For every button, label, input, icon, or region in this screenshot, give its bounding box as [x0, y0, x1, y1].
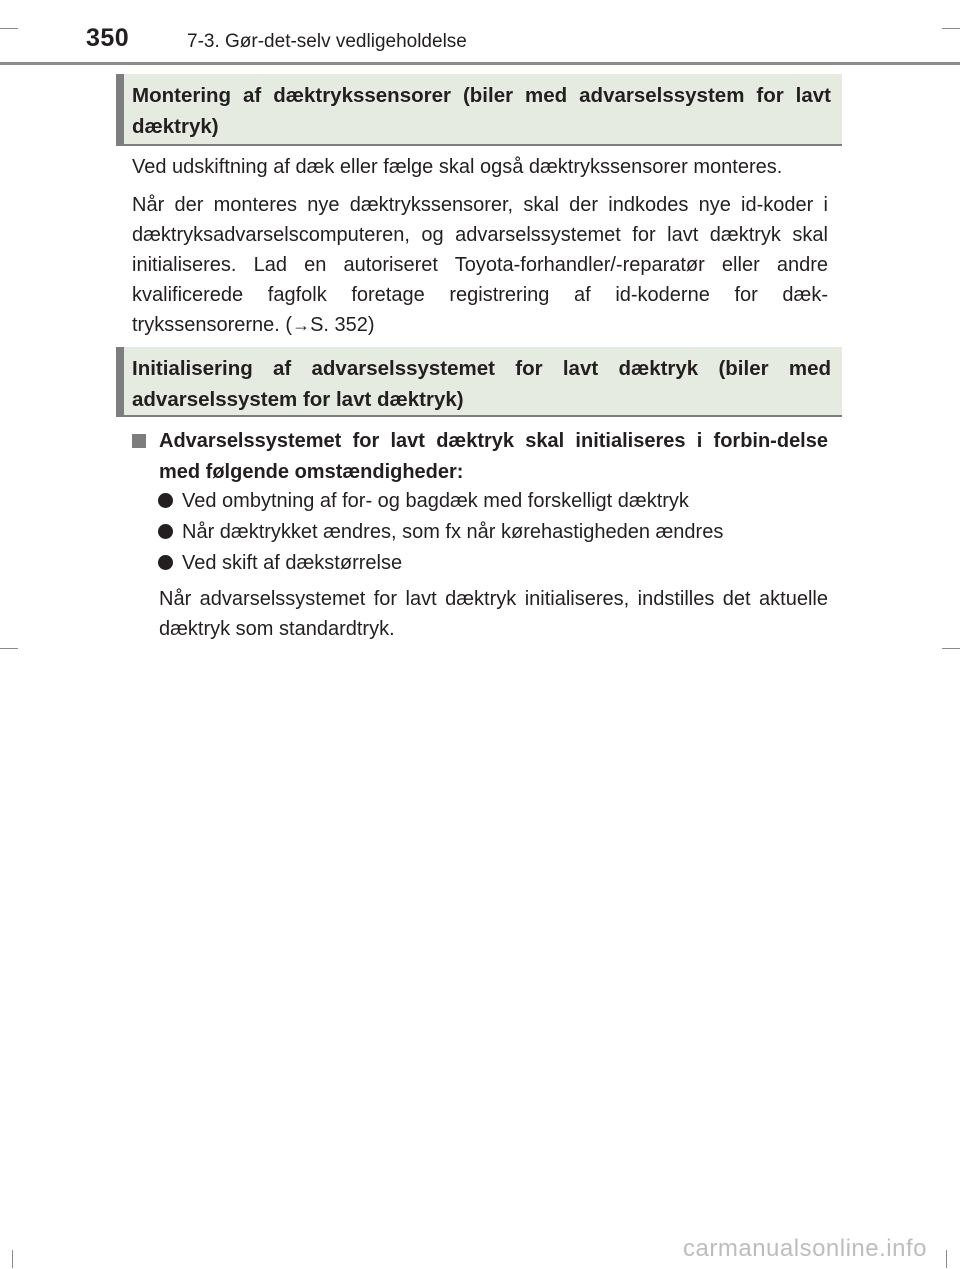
sub-heading-text: Advarselssystemet for lavt dæktryk skal initialiseres i forbin-delse med følgende omstændigheder: [159, 430, 828, 483]
crop-mark [0, 648, 18, 649]
list-item [158, 517, 828, 547]
header-divider [0, 62, 960, 65]
list-item [158, 548, 828, 578]
paragraph-text: Når der monteres nye dæktrykssensorer, skal der indkodes nye id-koder i dæktryksadvarselscomputeren, og advarselssystemet for lavt dæktryk skal initialiseres. Lad en autoriseret Toyota-forhandler/-reparatør eller andre kvalificerede fagfolk foretage registrering af id-koderne for dæk-trykssensorerne. ( [132, 194, 828, 336]
paragraph-id-codes [132, 190, 828, 340]
section-title: 7-3. Gør-det-selv vedligeholdelse [187, 31, 467, 52]
arrow-right-icon: → [292, 315, 311, 335]
paragraph-initialisation-note: Når advarselssystemet for lavt dæktryk initialiseres, indstilles det aktuelle dæktryk som standardtryk. [159, 588, 828, 640]
section-heading-sensor-mounting [116, 74, 842, 146]
watermark: carmanualsonline.info [683, 1235, 927, 1262]
square-bullet-icon [132, 434, 146, 448]
section-heading-initialisation [116, 347, 842, 417]
page-number: 350 [86, 24, 130, 52]
list-item-text: Når dæktrykket ændres, som fx når kørehastigheden ændres [182, 521, 724, 543]
page-reference-link[interactable]: S. 352) [310, 314, 375, 336]
bullet-dot-icon [158, 555, 173, 570]
list-item-text: Ved skift af dækstørrelse [182, 552, 403, 574]
bullet-dot-icon [158, 493, 173, 508]
crop-mark [12, 1250, 13, 1268]
paragraph-sensor-replacement: Ved udskiftning af dæk eller fælge skal også dæktrykssensorer monteres. [132, 156, 783, 178]
section-heading-text: Montering af dæktrykssensorer (biler med advarselssystem for lavt dæktryk) [132, 84, 831, 138]
section-heading-text: Initialisering af advarselssystemet for lavt dæktryk (biler med advarselssystem for lavt dæktryk) [132, 357, 831, 411]
list-item-text: Ved ombytning af for- og bagdæk med forskelligt dæktryk [182, 490, 689, 512]
crop-mark [0, 28, 18, 29]
bullet-dot-icon [158, 524, 173, 539]
sub-heading [132, 426, 828, 488]
crop-mark [946, 1250, 947, 1268]
crop-mark [942, 28, 960, 29]
crop-mark [942, 648, 960, 649]
list-item [158, 486, 828, 516]
